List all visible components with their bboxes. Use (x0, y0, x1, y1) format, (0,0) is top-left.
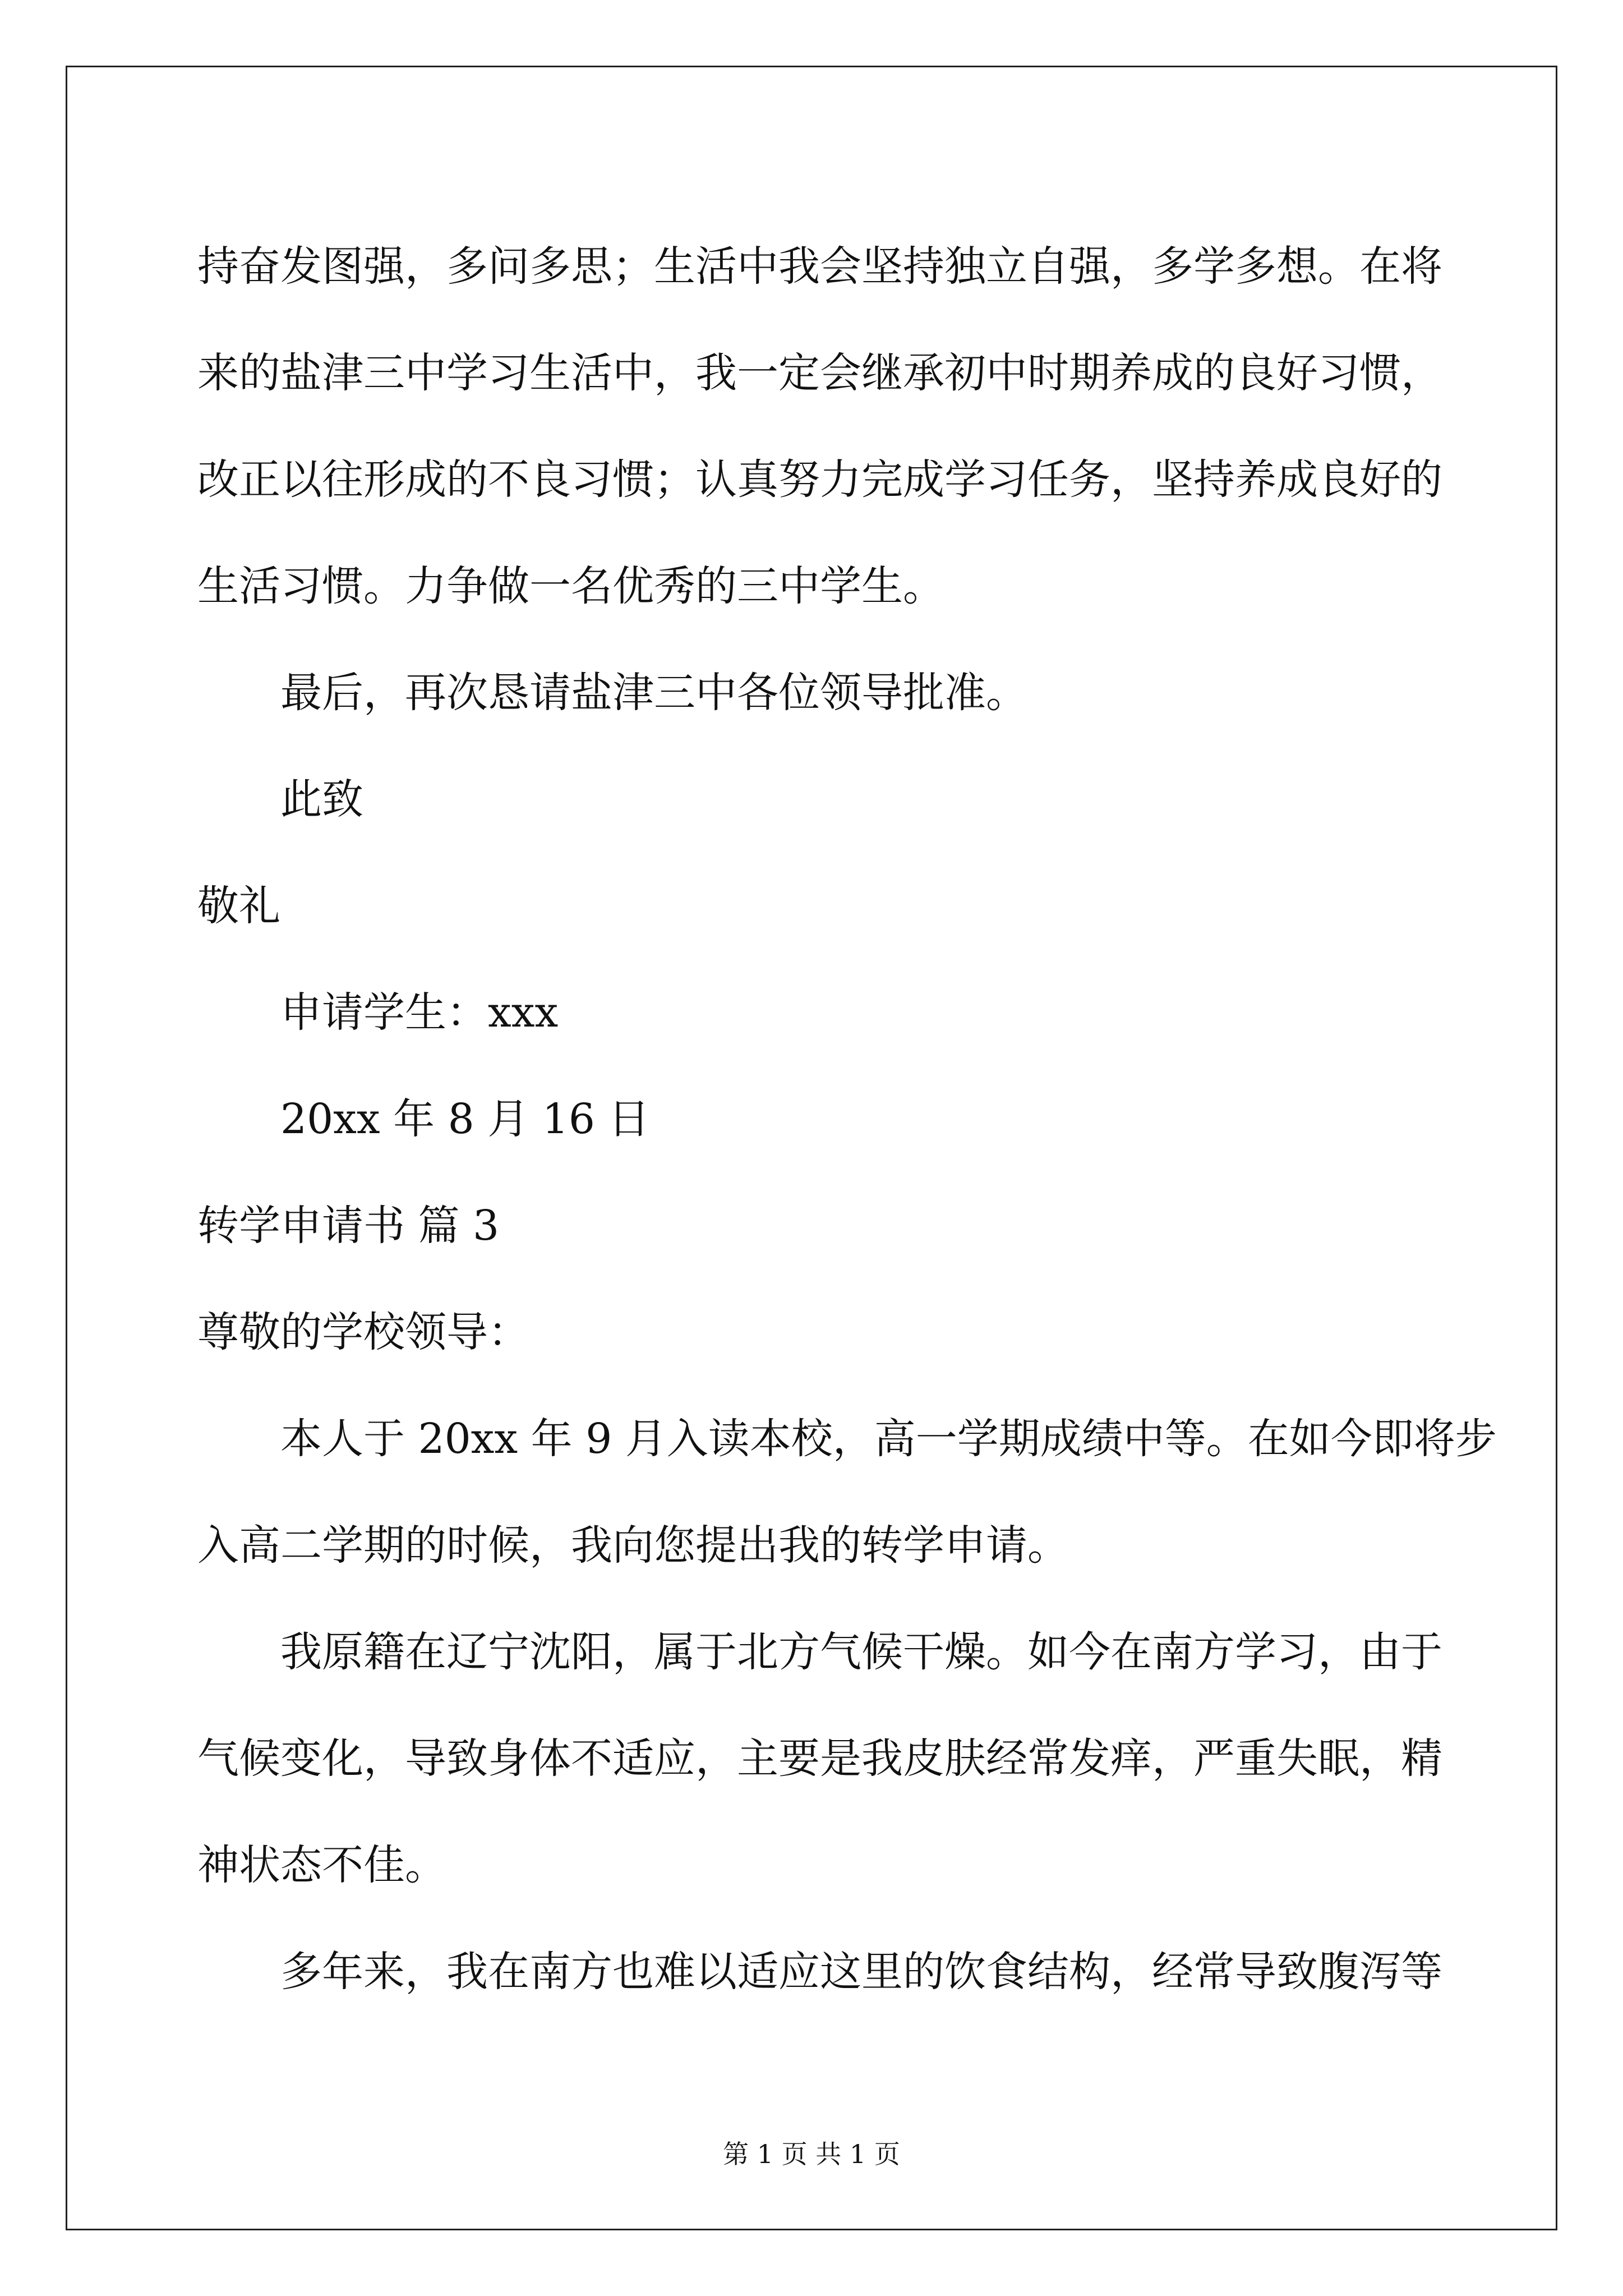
closing-salutation: 此致 (280, 775, 363, 823)
text-line: 入高二学期的时候，我向您提出我的转学申请。 (197, 1521, 1069, 1570)
text-line: 本人于 20xx 年 9 月入读本校，高一学期成绩中等。在如今即将步 (280, 1415, 1497, 1463)
applicant-signature: 申请学生：xxx (280, 988, 559, 1037)
text-line: 我原籍在辽宁沈阳，属于北方气候干燥。如今在南方学习，由于 (280, 1628, 1442, 1676)
page-number: 第 1 页 共 1 页 (723, 2139, 900, 2169)
letter-date: 20xx 年 8 月 16 日 (280, 1095, 650, 1143)
closing-regards: 敬礼 (197, 882, 280, 930)
text-line: 气候变化，导致身体不适应，主要是我皮肤经常发痒，严重失眠，精 (197, 1734, 1442, 1783)
text-line: 最后，再次恳请盐津三中各位领导批准。 (280, 669, 1027, 717)
text-line: 来的盐津三中学习生活中，我一定会继承初中时期养成的良好习惯， (197, 349, 1442, 397)
document-body (197, 213, 1497, 2025)
letter-greeting: 尊敬的学校领导： (197, 1308, 529, 1356)
text-line: 改正以往形成的不良习惯；认真努力完成学习任务，坚持养成良好的 (197, 455, 1442, 504)
text-line: 神状态不佳。 (197, 1841, 446, 1889)
text-line: 持奋发图强，多问多思；生活中我会坚持独立自强，多学多想。在将 (197, 242, 1442, 291)
section-title: 转学申请书 篇 3 (197, 1202, 500, 1250)
text-line: 生活习惯。力争做一名优秀的三中学生。 (197, 562, 944, 610)
text-line: 多年来，我在南方也难以适应这里的饮食结构，经常导致腹泻等 (280, 1948, 1442, 1996)
